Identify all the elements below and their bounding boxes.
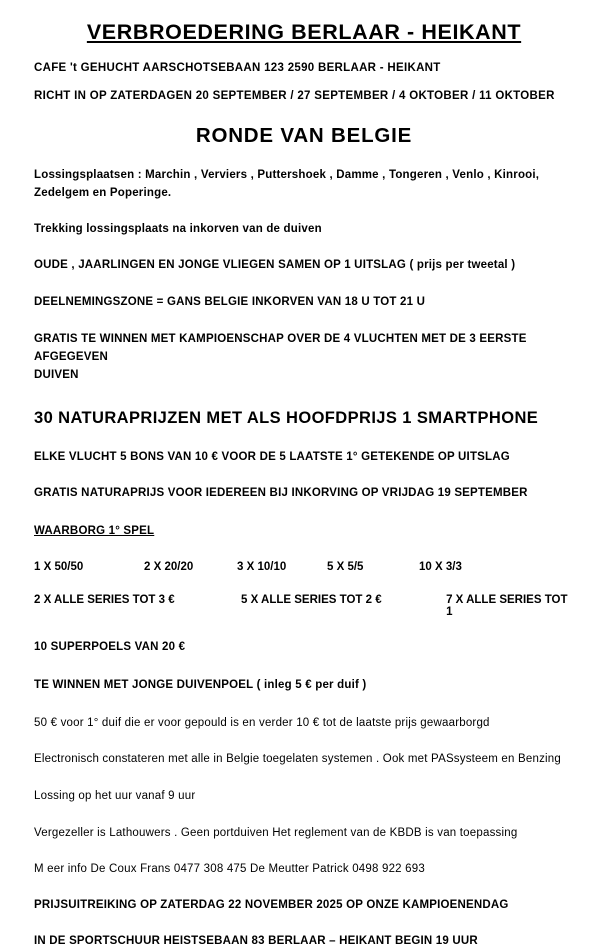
award-ceremony-line: PRIJSUITREIKING OP ZATERDAG 22 NOVEMBER 2025 OP ONZE KAMPIOENENDAG <box>34 898 509 911</box>
waarborg-cell: 10 X 3/3 <box>419 560 462 573</box>
waarborg-cell: 1 X 50/50 <box>34 560 84 573</box>
guaranteed-prize-line: 50 € voor 1° duif die er voor gepould is en verder 10 € tot de laatste prijs gewaarborgd <box>34 716 490 729</box>
waarborg-row-2 <box>34 594 574 618</box>
championship-line-2: DUIVEN <box>34 368 79 381</box>
waarborg-heading <box>34 523 574 541</box>
waarborg-series-cell: 5 X ALLE SERIES TOT 2 € <box>241 593 382 606</box>
section-title-ronde-van-belgie: RONDE VAN BELGIE <box>195 124 413 147</box>
participation-zone-line: DEELNEMINGSZONE = GANS BELGIE INKORVEN VAN 18 U TOT 21 U <box>34 296 426 309</box>
cafe-address-line: CAFE 't GEHUCHT AARSCHOTSEBAAN 123 2590 BERLAAR - HEIKANT <box>34 62 441 74</box>
release-locations-line-2: Zedelgem en Poperinge. <box>34 186 172 199</box>
waarborg-cell: 3 X 10/10 <box>237 560 287 573</box>
young-pigeon-pool-line: TE WINNEN MET JONGE DUIVENPOEL ( inleg 5 € per duif ) <box>34 678 367 691</box>
free-prize-line: GRATIS NATURAPRIJS VOOR IEDEREEN BIJ INKORVING OP VRIJDAG 19 SEPTEMBER <box>34 487 528 500</box>
categories-line: OUDE , JAARLINGEN EN JONGE VLIEGEN SAMEN OP 1 UITSLAG ( prijs per tweetal ) <box>34 259 516 272</box>
waarborg-heading-text: WAARBORG 1° SPEL <box>34 525 155 538</box>
venue-line: IN DE SPORTSCHUUR HEISTSEBAAN 83 BERLAAR – HEIKANT BEGIN 19 UUR <box>34 935 478 948</box>
page-title: VERBROEDERING BERLAAR - HEIKANT <box>86 20 522 44</box>
waarborg-series-cell: 2 X ALLE SERIES TOT 3 € <box>34 593 175 606</box>
superpoels-line: 10 SUPERPOELS VAN 20 € <box>34 640 186 653</box>
electronic-systems-line: Electronisch constateren met alle in Belgie toegelaten systemen . Ook met PASsysteem en Benzing <box>34 753 561 766</box>
waarborg-row-1 <box>34 561 574 573</box>
waarborg-cell: 5 X 5/5 <box>327 560 364 573</box>
event-dates-line: RICHT IN OP ZATERDAGEN 20 SEPTEMBER / 27 SEPTEMBER / 4 OKTOBER / 11 OKTOBER <box>34 90 555 102</box>
flight-bonds-line: ELKE VLUCHT 5 BONS VAN 10 € VOOR DE 5 LAATSTE 1° GETEKENDE OP UITSLAG <box>34 450 510 463</box>
contact-info-line: M eer info De Coux Frans 0477 308 475 De Meutter Patrick 0498 922 693 <box>34 862 425 875</box>
championship-line-1: GRATIS TE WINNEN MET KAMPIOENSCHAP OVER DE 4 VLUCHTEN MET DE 3 EERSTE AFGEGEVEN <box>34 333 527 363</box>
waarborg-cell: 2 X 20/20 <box>144 560 194 573</box>
release-time-line: Lossing op het uur vanaf 9 uur <box>34 790 196 803</box>
trekking-line: Trekking lossingsplaats na inkorven van de duiven <box>34 222 322 235</box>
prizes-heading: 30 NATURAPRIJZEN MET ALS HOOFDPRIJS 1 SMARTPHONE <box>34 408 539 427</box>
release-locations-line-1: Lossingsplaatsen : Marchin , Verviers , Puttershoek , Damme , Tongeren , Venlo , Kinrooi, <box>34 169 540 181</box>
escort-line: Vergezeller is Lathouwers . Geen portduiven Het reglement van de KBDB is van toepassing <box>34 827 518 839</box>
waarborg-series-cell: 7 X ALLE SERIES TOT 1 <box>446 593 568 618</box>
